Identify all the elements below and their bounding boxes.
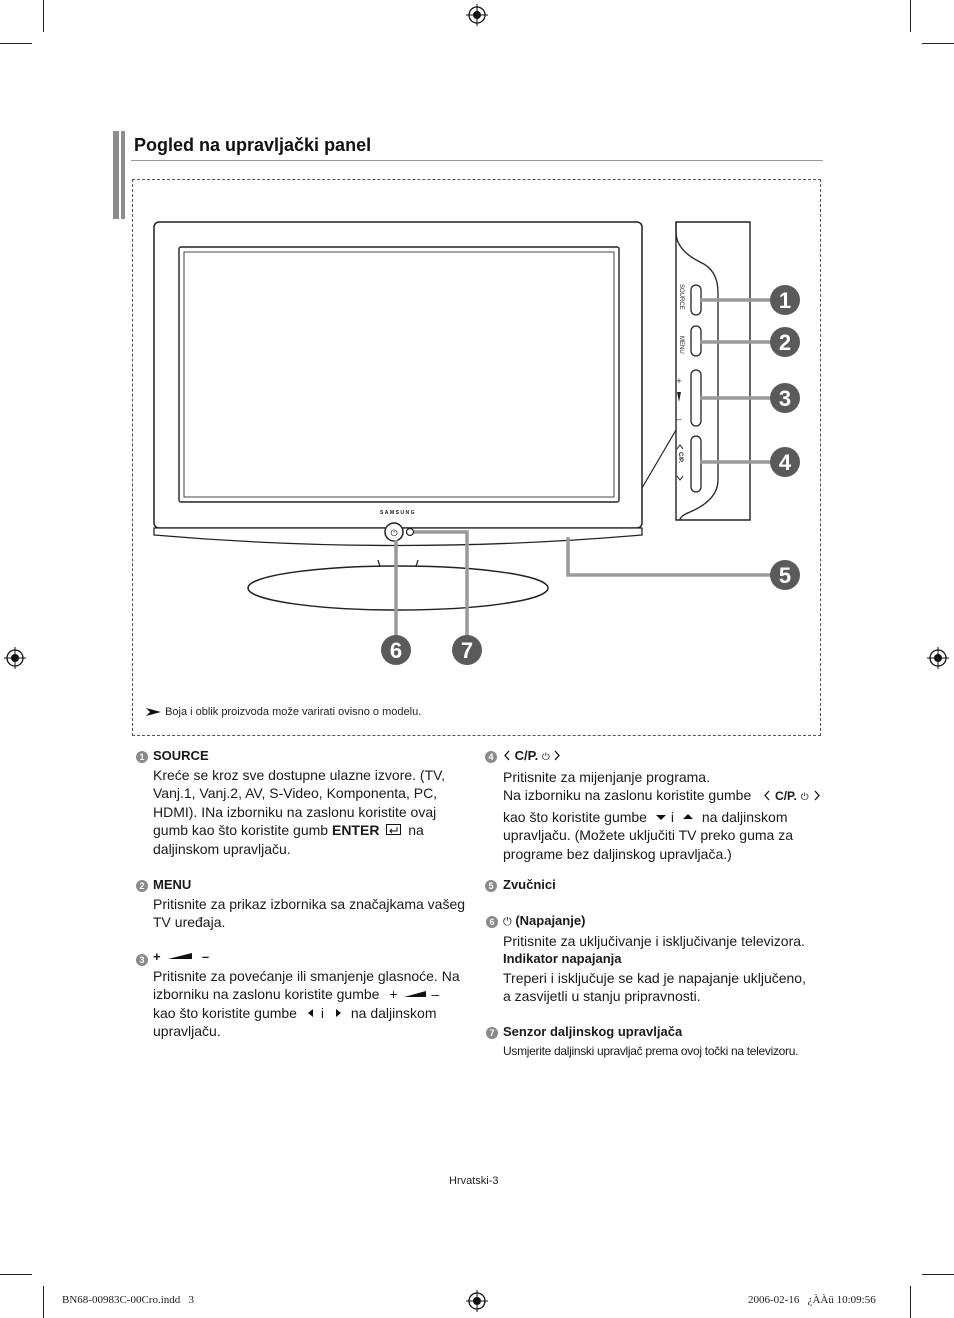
item-bullet: 3 [136,954,148,966]
tv-screen [184,252,614,497]
registration-mark-icon [4,647,26,669]
arrow-right-icon [333,1008,343,1018]
title-rule [131,160,823,161]
callout-5: 5 [778,563,792,588]
title-decoration [121,131,125,219]
crop-mark [0,1274,32,1275]
side-button-volume [691,370,701,426]
item-heading: Senzor daljinskog upravljača [503,1024,683,1039]
note-text: Boja i oblik proizvoda može varirati ovisno o modelu. [165,706,422,719]
slug-left: BN68-00983C-00Cro.indd 3 [62,1294,194,1306]
item-text: Pritisnite za povećanje ili smanjenje glasnoće. Na [153,967,460,984]
registration-mark-icon [466,4,488,26]
callout-6: 6 [389,638,403,663]
item-heading-volume: + – [153,949,210,964]
item-text: Pritisnite za mijenjanje programa. [503,768,710,785]
power-icon: ⏻ [503,915,512,928]
registration-mark-icon [927,647,949,669]
item-text: daljinskom upravljaču. [153,840,291,857]
item-heading: MENU [153,877,192,892]
arrow-up-icon [682,812,694,822]
item-bullet: 1 [136,751,148,763]
arrow-down-icon [655,812,667,822]
side-label-minus: – [676,414,682,424]
side-button-menu [691,326,701,356]
item-subheading: Indikator napajanja [503,951,622,966]
chevron-left-icon [763,790,771,801]
item-bullet: 6 [486,916,498,928]
side-button-source [691,285,701,315]
item-text: Vanj.1, Vanj.2, AV, S-Video, Komponenta, PC, [153,785,438,801]
section-title: Pogled na upravljački panel [134,135,372,155]
title-decoration [113,131,119,219]
item-text: Pritisnite za prikaz izbornika sa značajkama vašeg [153,895,466,912]
volume-wedge-icon [168,951,194,961]
item-bullet: 4 [485,751,497,763]
crop-mark [43,1286,44,1318]
item-bullet: 5 [485,880,497,892]
item-text: upravljaču. (Možete uključiti TV preko guma za [503,827,793,843]
item-bullet: 7 [486,1027,498,1039]
item-text-row: izborniku na zaslonu koristite gumbe + – [153,986,440,1002]
item-menu [153,876,465,932]
item-remote-sensor [503,1023,798,1060]
item-heading-channel: C/P. ⏻ [503,747,821,768]
chevron-right-icon [553,750,561,761]
side-label-source: SOURCE [678,284,684,310]
note [146,706,421,718]
callout-7: 7 [460,638,474,663]
item-text: TV uređaja. [153,914,226,930]
remote-sensor [407,529,414,536]
note-arrow-icon [146,707,162,717]
item-heading: Zvučnici [503,877,556,892]
crop-mark [910,0,911,32]
power-icon: ⏻ [541,752,550,763]
tv-diagram [132,179,821,736]
side-label-cp: C/P. [677,452,683,463]
callout-line-5 [568,537,772,575]
callout-3: 3 [778,386,792,411]
enter-icon [386,824,404,836]
slug-right: 2006-02-16 ¿ÀÀü 10:09:56 [748,1294,876,1306]
item-power [503,912,806,1006]
side-button-channel [691,436,701,492]
crop-mark [910,1286,911,1318]
item-heading: SOURCE [153,748,209,763]
item-text-row: kao što koristite gumbe i na daljinskom [153,1004,437,1021]
registration-mark-icon [466,1290,488,1312]
item-text-row: Na izborniku na zaslonu koristite gumbe C/P. ⏻ [503,786,821,808]
crop-mark [922,1274,954,1275]
item-text: Pritisnite za uključivanje i isključivanje televizora. [503,932,805,949]
power-glyph-icon: ⏻ [390,529,398,539]
item-text: Usmjerite daljinski upravljač prema ovoj točki na televizoru. [503,1043,799,1058]
item-text: programe bez daljinskog upravljača.) [503,845,732,862]
item-volume [153,948,460,1041]
tv-stand [248,566,548,610]
callout-2: 2 [778,330,792,355]
item-text-row: kao što koristite gumbe i na daljinskom [503,808,788,825]
side-label-plus: + [676,376,682,386]
crop-mark [922,43,954,44]
side-label-menu: MENU [678,336,684,354]
item-text: Treperi i isključuje se kad je napajanje uključeno, [503,969,806,986]
chevron-right-icon [813,790,821,801]
power-icon: ⏻ [800,792,809,803]
page-footer: Hrvatski-3 [449,1175,499,1187]
item-heading-power: ⏻ (Napajanje) [503,913,586,928]
item-speakers [503,876,556,895]
callout-1: 1 [778,288,792,313]
arrow-left-icon [306,1008,316,1018]
item-text-row: gumb kao što koristite gumb ENTER na [153,822,424,838]
side-panel [676,222,750,520]
crop-mark [0,43,32,44]
crop-mark [43,0,44,32]
callout-4: 4 [778,450,792,475]
item-text: Kreće se kroz sve dostupne ulazne izvore. (TV, [153,766,446,783]
brand-logo: SAMSUNG [379,510,417,516]
item-source [153,747,445,858]
volume-wedge-icon [404,989,428,999]
item-text: HDMI). INa izborniku na zaslonu koristite ovaj [153,803,437,820]
chevron-left-icon [503,750,511,761]
bezel-link [642,430,676,488]
item-channel [503,747,821,863]
item-text: upravljaču. [153,1023,221,1039]
item-text: a zasvijetli u stanju pripravnosti. [503,988,701,1004]
item-bullet: 2 [136,880,148,892]
